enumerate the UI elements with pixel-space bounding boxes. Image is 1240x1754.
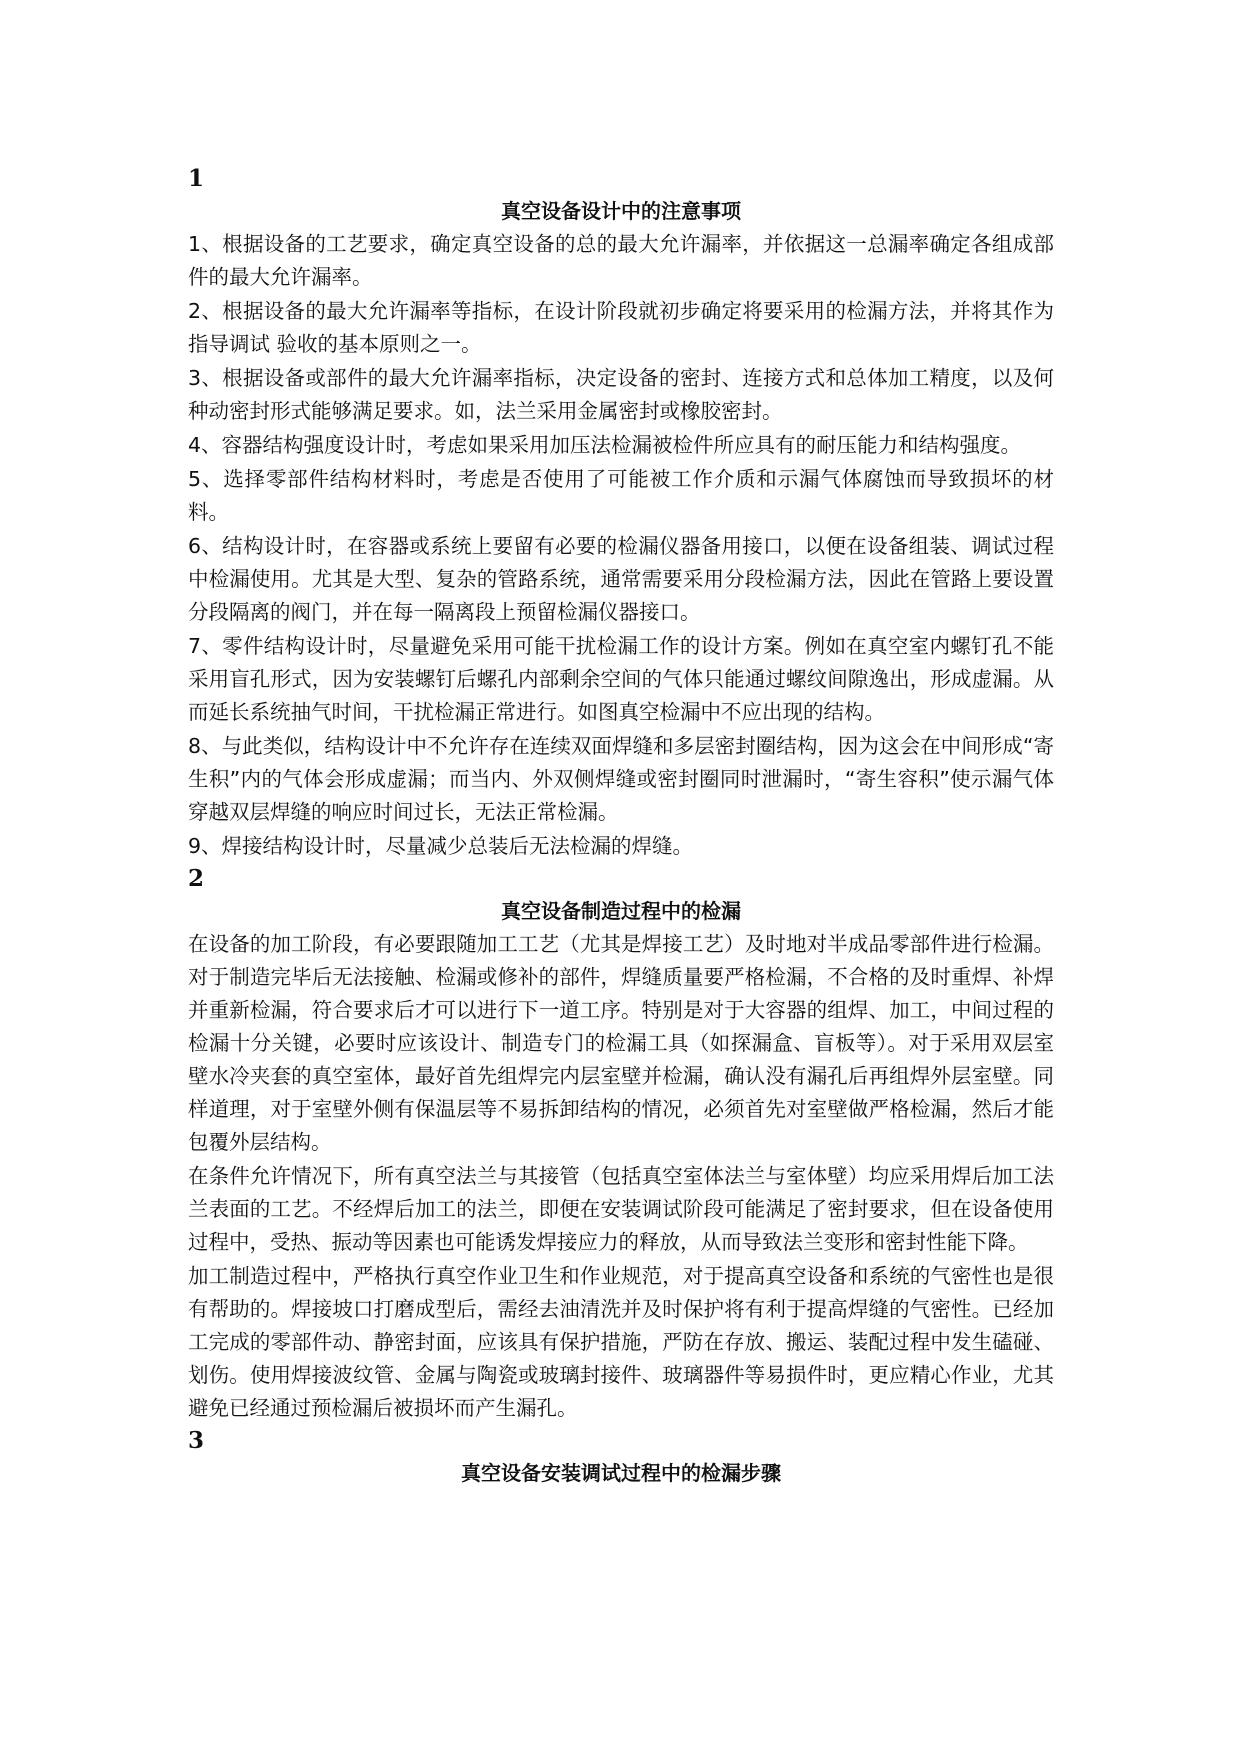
paragraph: 7、零件结构设计时，尽量避免采用可能干扰检漏工作的设计方案。例如在真空室内螺钉孔不能采用盲孔形式，因为安装螺钉后螺孔内部剩余空间的气体只能通过螺纹间隙逸出，形成虚漏。从而延长系统抽气时间，干扰检漏正常进行。如图真空检漏中不应出现的结构。 xyxy=(188,634,1054,724)
paragraph: 5、选择零部件结构材料时，考虑是否使用了可能被工作介质和示漏气体腐蚀而导致损坏的材料。 xyxy=(188,467,1054,524)
section-1 xyxy=(188,164,1054,863)
paragraph: 加工制造过程中，严格执行真空作业卫生和作业规范，对于提高真空设备和系统的气密性也是很有帮助的。焊接坡口打磨成型后，需经去油清洗并及时保护将有利于提高焊缝的气密性。已经加工完成的零部件动、静密封面，应该具有保护措施，严防在存放、搬运、装配过程中发生磕碰、划伤。使用焊接波纹管、金属与陶瓷或玻璃封接件、玻璃器件等易损件时，更应精心作业，尤其避免已经通过预检漏后被损坏而产生漏孔。 xyxy=(188,1264,1054,1420)
section-number: 3 xyxy=(188,1427,205,1454)
section-number: 1 xyxy=(188,165,205,192)
section-number: 2 xyxy=(188,865,205,892)
section-title: 真空设备制造过程中的检漏 xyxy=(501,899,741,923)
paragraph: 在设备的加工阶段，有必要跟随加工工艺（尤其是焊接工艺）及时地对半成品零部件进行检漏。对于制造完毕后无法接触、检漏或修补的部件，焊缝质量要严格检漏，不合格的及时重焊、补焊并重新检漏，符合要求后才可以进行下一道工序。特别是对于大容器的组焊、加工，中间过程的检漏十分关键，必要时应该设计、制造专门的检漏工具（如探漏盒、盲板等）。对于采用双层室壁水冷夹套的真空室体，最好首先组焊完内层室壁并检漏，确认没有漏孔后再组焊外层室壁。同样道理，对于室壁外侧有保温层等不易拆卸结构的情况，必须首先对室壁做严格检漏，然后才能包覆外层结构。 xyxy=(188,932,1054,1154)
section-title: 真空设备安装调试过程中的检漏步骤 xyxy=(461,1461,781,1485)
paragraph: 3、根据设备或部件的最大允许漏率指标，决定设备的密封、连接方式和总体加工精度，以及何种动密封形式能够满足要求。如，法兰采用金属密封或橡胶密封。 xyxy=(188,366,1054,423)
paragraph: 2、根据设备的最大允许漏率等指标，在设计阶段就初步确定将要采用的检漏方法，并将其作为指导调试 验收的基本原则之一。 xyxy=(188,299,1054,356)
paragraph: 在条件允许情况下，所有真空法兰与其接管（包括真空室体法兰与室体壁）均应采用焊后加工法兰表面的工艺。不经焊后加工的法兰，即便在安装调试阶段可能满足了密封要求，但在设备使用过程中，受热、振动等因素也可能诱发焊接应力的释放，从而导致法兰变形和密封性能下降。 xyxy=(188,1164,1054,1254)
paragraph: 9、焊接结构设计时，尽量减少总装后无法检漏的焊缝。 xyxy=(188,834,694,858)
section-2 xyxy=(188,864,1054,1425)
paragraph: 1、根据设备的工艺要求，确定真空设备的总的最大允许漏率，并依据这一总漏率确定各组成部件的最大允许漏率。 xyxy=(188,232,1054,289)
paragraph: 8、与此类似，结构设计中不允许存在连续双面焊缝和多层密封圈结构，因为这会在中间形成“寄生积”内的气体会形成虚漏；而当内、外双侧焊缝或密封圈同时泄漏时，“寄生容积”使示漏气体穿越双层焊缝的响应时间过长，无法正常检漏。 xyxy=(188,734,1054,824)
section-3 xyxy=(188,1426,1054,1488)
section-title: 真空设备设计中的注意事项 xyxy=(501,199,741,223)
document-page xyxy=(188,164,1054,1490)
paragraph: 4、容器结构强度设计时，考虑如果采用加压法检漏被检件所应具有的耐压能力和结构强度。 xyxy=(188,433,1022,457)
paragraph: 6、结构设计时，在容器或系统上要留有必要的检漏仪器备用接口，以便在设备组装、调试过程中检漏使用。尤其是大型、复杂的管路系统，通常需要采用分段检漏方法，因此在管路上要设置分段隔离的阀门，并在每一隔离段上预留检漏仪器接口。 xyxy=(188,534,1054,624)
